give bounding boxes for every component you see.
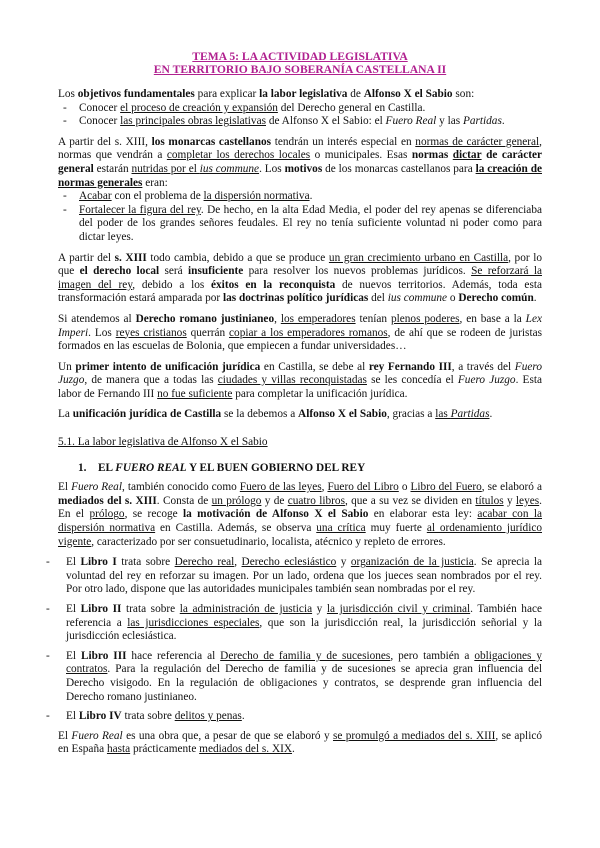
paragraph: Si atendemos al Derecho romano justinianeo, los emperadores tenían plenos poderes, en base a la Lex Imperi. Los reyes cristianos querrán copiar a los emperadores romanos, de ahí que se rodeen de juristas formados en las escuelas de Bolonia, que empiecen a fundar universidades… bbox=[58, 312, 542, 353]
paragraph: A partir del s. XIII, los monarcas castellanos tendrán un interés especial en normas de carácter general, normas que vendrán a completar los derechos locales o municipales. Esas normas dictar de carácter general estarán nutridas por el ius commune. Los motivos de los monarcas castellanos para la creación de normas generales eran: bbox=[58, 135, 542, 189]
paragraph: El Fuero Real, también conocido como Fuero de las leyes, Fuero del Libro o Libro del Fuero, se elaboró a mediados del s. XIII. Consta de un prólogo y de cuatro libros, que a su vez se dividen en títulos y leyes. En el prólogo, se recoge la motivación de Alfonso X el Sabio en elaborar esta ley: acabar con la dispersión normativa en Castilla. Además, se observa una crítica muy fuerte al ordenamiento jurídico vigente, caracterizado por ser consuetudinario, localista, atécnico y repleto de errores. bbox=[58, 481, 542, 548]
list-item: - Fortalecer la figura del rey. De hecho, en la alta Edad Media, el poder del rey apenas se diferenciaba del poder de los grandes señores feudales. El rey no tenía suficiente voluntad ni poder como para dictar leyes. bbox=[58, 204, 542, 245]
document-title: TEMA 5: LA ACTIVIDAD LEGISLATIVA EN TERRITORIO BAJO SOBERANÍA CASTELLANA II bbox=[153, 50, 447, 76]
list-item: - El Libro II trata sobre la administración de justicia y la jurisdicción civil y criminal. También hace referencia a las jurisdicciones especiales, que son la jurisdicción real, la jurisdicción señorial y la jurisdicción eclesiástica. bbox=[46, 603, 542, 644]
document-page bbox=[58, 50, 542, 764]
paragraph: Un primer intento de unificación jurídica en Castilla, se debe al rey Fernando III, a través del Fuero Juzgo, de manera que a todas las ciudades y villas reconquistadas se les concedía el Fuero Juzgo. Esta labor de Fernando III no fue suficiente para completar la unificación jurídica. bbox=[58, 360, 542, 400]
paragraph: A partir del s. XIII todo cambia, debido a que se produce un gran crecimiento urbano en Castilla, por lo que el derecho local será insuficiente para resolver los nuevos problemas jurídicos. Se reforzará la imagen del rey, debido a los éxitos en la reconquista de nuevos territorios. Además, toda esta transformación estará amparada por las doctrinas político jurídicas del ius commune o Derecho común. bbox=[58, 251, 543, 305]
list-item: - El Libro I trata sobre Derecho real, Derecho eclesiástico y organización de la justicia. Se aprecia la voluntad del rey en reforzar su imagen. Por un lado, ordena que los jueces sean nombrados por el rey. Por otro lado, dispone que las autoridades municipales también sean nombradas por el rey. bbox=[46, 556, 542, 597]
paragraph: La unificación jurídica de Castilla se la debemos a Alfonso X el Sabio, gracias a las Partidas. bbox=[58, 408, 493, 421]
paragraph: El Fuero Real es una obra que, a pesar de que se elaboró y se promulgó a mediados del s. XIII, se aplicó en España hasta prácticamente mediados del s. XIX. bbox=[58, 729, 542, 756]
objectives-list bbox=[58, 102, 542, 129]
paragraph: Los objetivos fundamentales para explicar la labor legislativa de Alfonso X el Sabio son: bbox=[58, 88, 475, 100]
list-item: - El Libro III hace referencia al Derecho de familia y de sucesiones, pero también a obligaciones y contratos. Para la regulación del Derecho de familia y de sucesiones se aprecia gran influencia del Derecho visigodo. En la regulación de obligaciones y contratos, se desprende gran influencia del Derecho romano justinianeo. bbox=[46, 650, 542, 704]
list-item: - Conocer el proceso de creación y expansión del Derecho general en Castilla. bbox=[58, 102, 542, 116]
list-item: - Acabar con el problema de la dispersión normativa. bbox=[58, 190, 542, 204]
subsection-heading: 1. EL FUERO REAL Y EL BUEN GOBIERNO DEL REY bbox=[78, 461, 366, 474]
motives-list bbox=[58, 190, 542, 244]
section-heading: 5.1. La labor legislativa de Alfonso X el Sabio bbox=[58, 436, 268, 449]
books-list bbox=[46, 556, 542, 724]
list-item: - Conocer las principales obras legislativas de Alfonso X el Sabio: el Fuero Real y las Partidas. bbox=[58, 115, 542, 129]
list-item: - El Libro IV trata sobre delitos y penas. bbox=[46, 710, 542, 724]
